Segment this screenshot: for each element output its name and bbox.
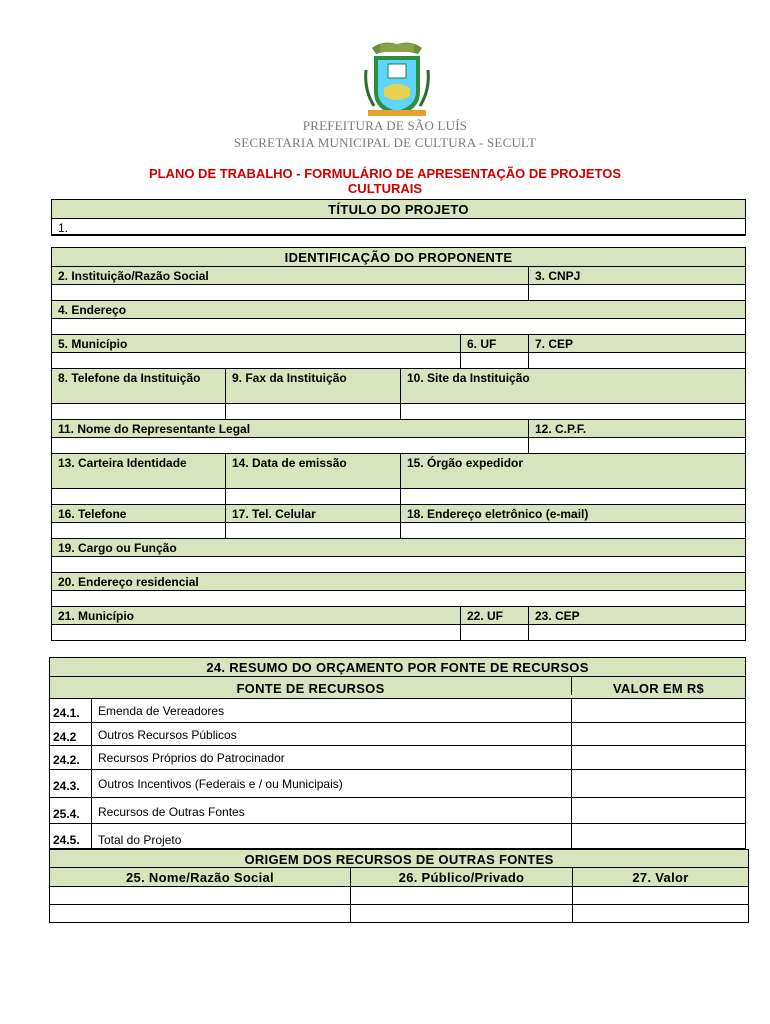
other-sources-name-field[interactable]	[50, 905, 351, 922]
proponent-section	[51, 247, 746, 641]
field-position[interactable]	[52, 557, 745, 572]
field-issue-date[interactable]	[226, 489, 401, 504]
other-sources-name-field[interactable]	[50, 887, 351, 904]
other-sources-value-field[interactable]	[573, 905, 748, 922]
other-sources-heading: ORIGEM DOS RECURSOS DE OUTRAS FONTES	[244, 852, 554, 867]
proponent-heading: IDENTIFICAÇÃO DO PROPONENTE	[284, 250, 513, 265]
budget-item-value[interactable]	[572, 723, 745, 745]
document-title-line-1: PLANO DE TRABALHO - FORMULÁRIO DE APRESENTAÇÃO DE PROJETOS	[148, 166, 622, 181]
label-position: 19. Cargo ou Função	[58, 541, 177, 555]
label-institution-phone: 8. Telefone da Instituição	[52, 369, 226, 403]
budget-item-label: Total do Projeto	[92, 824, 572, 848]
field-uf-2[interactable]	[461, 625, 529, 640]
budget-summary-section	[49, 657, 746, 849]
label-uf: 6. UF	[461, 335, 529, 352]
label-cnpj: 3. CNPJ	[535, 269, 581, 283]
budget-item-value[interactable]	[572, 746, 745, 769]
label-id-card: 13. Carteira Identidade	[52, 454, 226, 488]
budget-item-value[interactable]	[572, 798, 745, 823]
field-cnpj[interactable]	[529, 285, 745, 300]
label-phone: 16. Telefone	[52, 505, 226, 522]
field-id-card[interactable]	[52, 489, 226, 504]
budget-item-number: 24.2	[50, 723, 92, 745]
label-issue-date: 14. Data de emissão	[226, 454, 401, 488]
field-email[interactable]	[401, 523, 745, 538]
field-uf[interactable]	[461, 353, 529, 368]
other-sources-type-field[interactable]	[351, 905, 573, 922]
other-sources-col-name: 25. Nome/Razão Social	[50, 868, 351, 886]
budget-item-value[interactable]	[572, 824, 745, 848]
label-cpf: 12. C.P.F.	[535, 422, 587, 436]
budget-item-label: Recursos de Outras Fontes	[92, 798, 572, 823]
label-cep: 7. CEP	[535, 337, 574, 351]
coat-of-arms-icon	[362, 40, 432, 118]
document-title-line-2: CULTURAIS	[347, 181, 423, 196]
field-phone[interactable]	[52, 523, 226, 538]
field-legal-representative[interactable]	[52, 438, 529, 453]
field-institution-phone[interactable]	[52, 404, 226, 419]
field-home-address[interactable]	[52, 591, 745, 606]
project-title-field[interactable]: 1.	[58, 221, 69, 235]
field-institution-site[interactable]	[401, 404, 745, 419]
budget-col-value: VALOR EM R$	[612, 681, 705, 696]
label-address: 4. Endereço	[58, 303, 127, 317]
field-cep-2[interactable]	[529, 625, 745, 640]
label-cep-2: 23. CEP	[535, 609, 580, 623]
budget-item-number: 24.3.	[50, 770, 92, 797]
project-title-heading: TÍTULO DO PROJETO	[328, 202, 469, 217]
field-address[interactable]	[52, 319, 745, 334]
other-sources-type-field[interactable]	[351, 887, 573, 904]
budget-item-value[interactable]	[572, 770, 745, 797]
field-municipality-2[interactable]	[52, 625, 461, 640]
other-sources-value-field[interactable]	[573, 887, 748, 904]
field-mobile[interactable]	[226, 523, 401, 538]
document-title	[80, 166, 690, 196]
budget-item-number: 24.2.	[50, 746, 92, 769]
budget-item-number: 25.4.	[50, 798, 92, 823]
field-issuing-body[interactable]	[401, 489, 745, 504]
label-uf-2: 22. UF	[461, 607, 529, 624]
budget-item-number: 24.1.	[50, 699, 92, 722]
label-municipality: 5. Município	[52, 335, 461, 352]
field-institution-fax[interactable]	[226, 404, 401, 419]
label-issuing-body: 15. Órgão expedidor	[407, 456, 524, 470]
other-sources-section	[49, 849, 749, 923]
budget-heading: 24. RESUMO DO ORÇAMENTO POR FONTE DE RECURSOS	[206, 660, 589, 675]
label-mobile: 17. Tel. Celular	[226, 505, 401, 522]
budget-item-label: Recursos Próprios do Patrocinador	[92, 746, 572, 769]
field-municipality[interactable]	[52, 353, 461, 368]
budget-item-label: Emenda de Vereadores	[92, 699, 572, 722]
label-institution: 2. Instituição/Razão Social	[52, 267, 529, 284]
budget-item-value[interactable]	[572, 699, 745, 722]
field-institution[interactable]	[52, 285, 529, 300]
other-sources-col-type: 26. Público/Privado	[351, 868, 573, 886]
label-municipality-2: 21. Município	[52, 607, 461, 624]
budget-item-label: Outros Incentivos (Federais e / ou Municipais)	[92, 770, 572, 797]
other-sources-col-value: 27. Valor	[632, 870, 689, 885]
header-line-2: SECRETARIA MUNICIPAL DE CULTURA - SECULT	[233, 135, 537, 150]
budget-col-source: FONTE DE RECURSOS	[50, 677, 572, 695]
label-institution-site: 10. Site da Instituição	[407, 371, 530, 385]
field-cpf[interactable]	[529, 438, 745, 453]
label-legal-representative: 11. Nome do Representante Legal	[52, 420, 529, 437]
header-line-1: PREFEITURA DE SÃO LUÍS	[302, 118, 468, 133]
field-cep[interactable]	[529, 353, 745, 368]
project-title-section	[51, 199, 746, 236]
label-institution-fax: 9. Fax da Instituição	[226, 369, 401, 403]
label-email: 18. Endereço eletrônico (e-mail)	[407, 507, 589, 521]
label-home-address: 20. Endereço residencial	[58, 575, 199, 589]
budget-item-number: 24.5.	[50, 824, 92, 848]
budget-item-label: Outros Recursos Públicos	[92, 723, 572, 745]
